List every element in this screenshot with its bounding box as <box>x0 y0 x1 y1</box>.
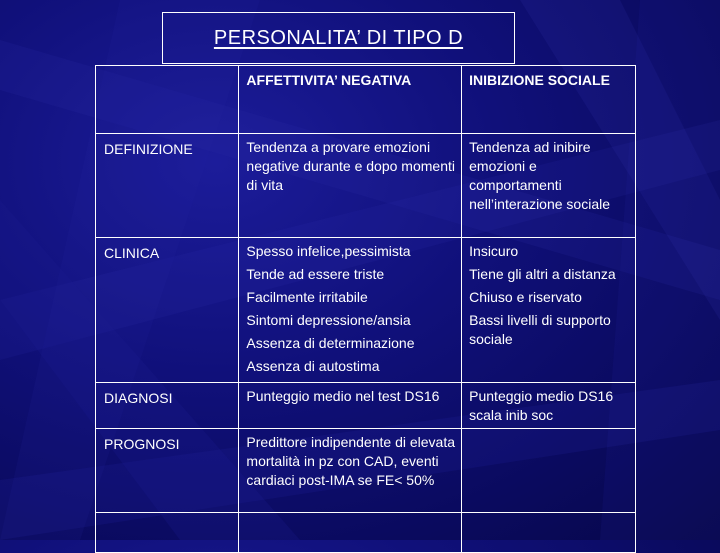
clinica-affettivita-item: Facilmente irritabile <box>246 289 368 305</box>
clinica-inibizione <box>462 238 636 383</box>
header-inibizione: INIBIZIONE SOCIALE <box>462 66 636 134</box>
table-header-row <box>96 66 636 134</box>
table-row-prognosi <box>96 429 636 513</box>
empty-cell <box>462 513 636 553</box>
row-label-diagnosi: DIAGNOSI <box>96 383 239 429</box>
title-box <box>162 12 515 64</box>
page-title: PERSONALITA’ DI TIPO D <box>213 26 464 49</box>
empty-cell <box>96 513 239 553</box>
row-label-clinica: CLINICA <box>96 238 239 383</box>
header-affettivita: AFFETTIVITA’ NEGATIVA <box>239 66 462 134</box>
row-label-definizione: DEFINIZIONE <box>96 134 239 238</box>
clinica-inibizione-item: Tiene gli altri a distanza <box>469 266 616 282</box>
table-row-definizione <box>96 134 636 238</box>
clinica-affettivita-item: Assenza di determinazione <box>246 335 415 351</box>
clinica-inibizione-item: Bassi livelli di supporto sociale <box>469 312 611 347</box>
diagnosi-inibizione: Punteggio medio DS16 scala inib soc <box>462 383 636 429</box>
comparison-table <box>95 65 636 553</box>
clinica-affettivita-item: Assenza di autostima <box>246 358 380 374</box>
table-row-clinica <box>96 238 636 383</box>
table-row-diagnosi <box>96 383 636 429</box>
clinica-affettivita-item: Spesso infelice,pessimista <box>246 243 411 259</box>
clinica-inibizione-item: Chiuso e riservato <box>469 289 582 305</box>
definizione-inibizione: Tendenza ad inibire emozioni e comportamenti nell’interazione sociale <box>462 134 636 238</box>
clinica-affettivita <box>239 238 462 383</box>
clinica-inibizione-item: Insicuro <box>469 243 519 259</box>
header-empty-cell <box>96 66 239 134</box>
prognosi-inibizione <box>462 429 636 513</box>
prognosi-affettivita: Predittore indipendente di elevata mortalità in pz con CAD, eventi cardiaci post-IMA se FE< 50% <box>239 429 462 513</box>
diagnosi-affettivita: Punteggio medio nel test DS16 <box>239 383 462 429</box>
table-row-empty <box>96 513 636 553</box>
clinica-affettivita-item: Tende ad essere triste <box>246 266 385 282</box>
empty-cell <box>239 513 462 553</box>
clinica-affettivita-item: Sintomi depressione/ansia <box>246 312 411 328</box>
definizione-affettivita: Tendenza a provare emozioni negative durante e dopo momenti di vita <box>239 134 462 238</box>
row-label-prognosi: PROGNOSI <box>96 429 239 513</box>
